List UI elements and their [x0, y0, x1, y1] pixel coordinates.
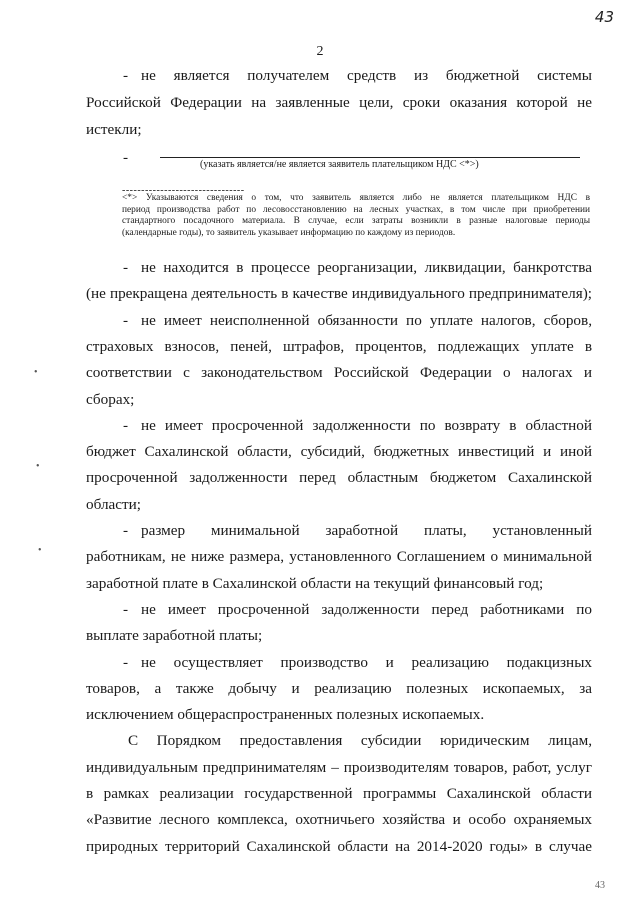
list-dash: - — [123, 149, 129, 166]
line-text: сборах; — [86, 390, 135, 408]
list-dash: - — [123, 600, 129, 618]
line-text: не находится в процессе реорганизации, ликвидации, банкротства — [141, 259, 592, 276]
footnote-line: <*> Указываются сведения о том, что заявитель является либо не является плательщиком НДС в — [122, 193, 590, 203]
line-text: бюджет Сахалинской области, субсидий, бюджетных инвестиций и иной — [86, 443, 592, 461]
line-text: не осуществляет производство и реализацию подакцизных — [141, 653, 592, 671]
line-text: выплате заработной платы; — [86, 627, 263, 645]
text-line — [86, 416, 592, 436]
line-text: в рамках реализации государственной программы Сахалинской области — [86, 785, 592, 802]
text-line — [86, 705, 592, 725]
line-text: товаров, а также добычу и реализацию полезных ископаемых, за — [86, 679, 592, 697]
text-line — [86, 468, 592, 488]
text-line — [86, 258, 592, 278]
corner-page-number: 43 — [594, 8, 614, 26]
text-line — [86, 311, 592, 331]
text-line — [86, 810, 592, 830]
list-dash: - — [123, 416, 129, 434]
list-dash: - — [123, 259, 129, 276]
line-text: (не прекращена деятельность в качестве индивидуального предпринимателя); — [86, 285, 592, 303]
text-line — [86, 837, 592, 857]
line-text: С Порядком предоставления субсидии юридическим лицам, — [128, 732, 592, 750]
text-line — [86, 284, 592, 304]
footnote-separator: -------------------------------- — [122, 185, 245, 196]
text-line — [86, 521, 592, 541]
text-line — [86, 758, 592, 778]
line-text: просроченной задолженности перед областным бюджетом Сахалинской — [86, 469, 592, 487]
line-text: работникам, не ниже размера, установленного Соглашением о минимальной — [86, 548, 592, 566]
line-text: размер минимальной заработной платы, установленный — [141, 522, 592, 539]
line-text: Российской Федерации на заявленные цели, сроки оказания которой не — [86, 94, 592, 111]
text-line — [86, 626, 592, 646]
text-line — [86, 337, 592, 357]
footnote-line: стандартного посадочного материала. В случае, если затраты возникли в разные налоговые периоды — [122, 216, 590, 226]
line-text: страховых взносов, пеней, штрафов, процентов, подлежащих уплате в — [86, 337, 592, 355]
text-line — [86, 600, 592, 620]
text-line — [86, 679, 592, 699]
text-line — [86, 390, 592, 410]
list-dash: - — [123, 522, 129, 539]
page-number: 2 — [316, 44, 324, 59]
list-dash: - — [123, 67, 129, 84]
text-line — [86, 547, 592, 567]
scan-speck: • — [36, 461, 40, 472]
text-line — [86, 120, 592, 140]
line-text: природных территорий Сахалинской области на 2014-2020 годы» в случае — [86, 837, 592, 855]
footnote-line: период производства работ по лесовосстановлению на лесных участках, в том числе при приобретении — [122, 204, 590, 215]
line-text: исключением общераспространенных полезных ископаемых. — [86, 706, 485, 724]
scan-speck: • — [34, 367, 38, 378]
fill-in-underline — [160, 157, 580, 158]
line-text: «Развитие лесного комплекса, охотничьего хозяйства и особо охраняемых — [86, 811, 592, 829]
text-line — [86, 93, 592, 113]
bottom-mark: 43 — [595, 880, 605, 891]
line-text: заработной плате в Сахалинской области на текущий финансовый год; — [86, 574, 544, 592]
text-line — [86, 363, 592, 383]
text-line — [86, 495, 592, 515]
text-line — [86, 442, 592, 462]
line-text: не является получателем средств из бюджетной системы — [141, 67, 592, 84]
line-text: области; — [86, 495, 141, 513]
list-dash: - — [123, 311, 129, 329]
text-line — [86, 784, 592, 804]
line-text: истекли; — [86, 121, 142, 138]
text-line — [86, 574, 592, 594]
list-dash: - — [123, 653, 129, 671]
text-line — [86, 653, 592, 673]
line-text: не имеет просроченной задолженности по возврату в областной — [141, 416, 592, 434]
line-text: не имеет просроченной задолженности перед работниками по — [141, 600, 592, 618]
text-line — [86, 731, 592, 751]
line-text: не имеет неисполненной обязанности по уплате налогов, сборов, — [141, 311, 592, 329]
nds-caption: (указать является/не является заявитель плательщиком НДС <*>) — [200, 159, 479, 170]
text-line — [86, 66, 592, 86]
line-text: соответствии с законодательством Российской Федерации о налогах и — [86, 364, 592, 382]
footnote-line: (календарные годы), то заявитель указывает информацию по каждому из периодов. — [122, 227, 456, 238]
scan-speck: • — [38, 545, 42, 556]
line-text: индивидуальным предпринимателям – производителям товаров, работ, услуг — [86, 758, 592, 776]
